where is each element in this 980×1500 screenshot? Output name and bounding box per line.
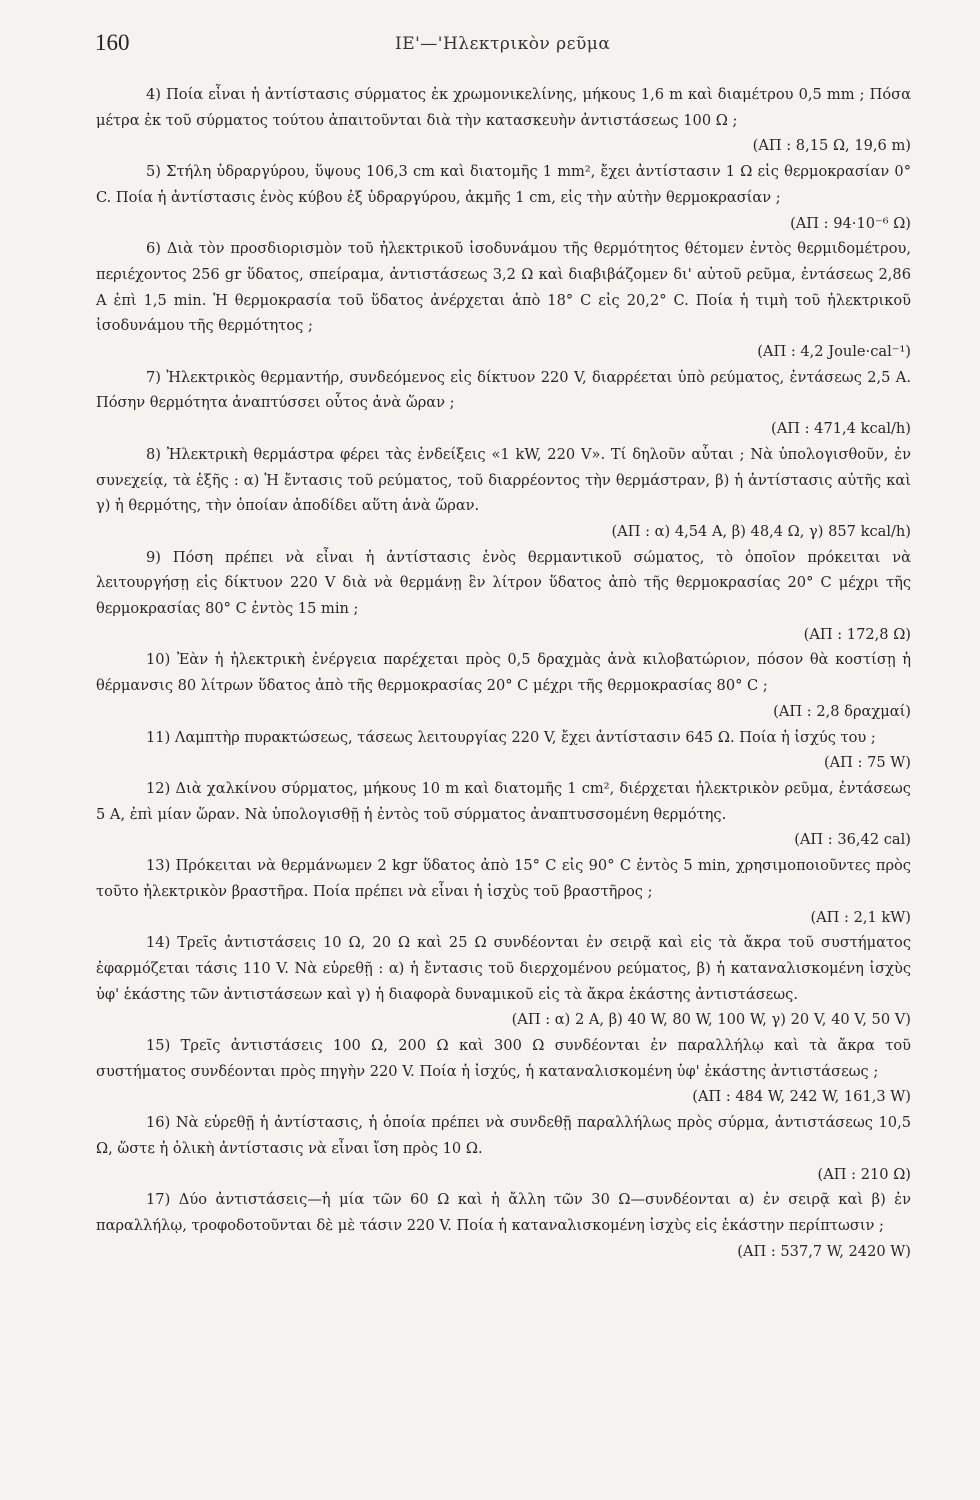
problem-17 xyxy=(96,1187,911,1264)
problem-5 xyxy=(96,159,911,236)
problem-text: 5) Στήλη ὑδραργύρου, ὕψους 106,3 cm καὶ διατομῆς 1 mm², ἔχει ἀντίστασιν 1 Ω εἰς θερμοκρασίαν 0° C. Ποία ἡ ἀντίστασις ἑνὸς κύβου ἐξ ὑδραργύρου, ἀκμῆς 1 cm, εἰς τὴν αὐτὴν θερμοκρασίαν ; xyxy=(96,163,911,206)
problem-answer: (ΑΠ : 94·10⁻⁶ Ω) xyxy=(790,214,911,232)
problem-answer: (ΑΠ : α) 2 A, β) 40 W, 80 W, 100 W, γ) 20 V, 40 V, 50 V) xyxy=(511,1011,911,1029)
problem-text: 8) Ἠλεκτρικὴ θερμάστρα φέρει τὰς ἐνδείξεις «1 kW, 220 V». Τί δηλοῦν αὗται ; Νὰ ὑπολογισθοῦν, ἐν συνεχείᾳ, τὰ ἑξῆς : α) Ἡ ἔντασις τοῦ ρεύματος, τοῦ διαρρέοντος τὴν θερμάστραν, β) ἡ ἀντίστασις αὐτῆς καὶ γ) ἡ θερμότης, τὴν ὁποίαν ἀποδίδει αὕτη ἀνὰ ὥραν. xyxy=(96,445,911,515)
problem-14 xyxy=(96,930,911,1033)
problem-answer: (ΑΠ : 4,2 Joule·cal⁻¹) xyxy=(757,343,911,361)
problem-list xyxy=(96,82,911,1264)
problem-answer: (ΑΠ : α) 4,54 A, β) 48,4 Ω, γ) 857 kcal/h) xyxy=(611,522,911,540)
problem-text: 6) Διὰ τὸν προσδιορισμὸν τοῦ ἠλεκτρικοῦ ἰσοδυνάμου τῆς θερμότητος θέτομεν ἐντὸς θερμιδομέτρου, περιέχοντος 256 gr ὕδατος, σπείραμα, ἀντιστάσεως 3,2 Ω καὶ διαβιβάζομεν δι' αὐτοῦ ρεῦμα, ἐντάσεως 2,86 A ἐπὶ 1,5 min. Ἡ θερμοκρασία τοῦ ὕδατος ἀνέρχεται ἀπὸ 18° C εἰς 20,2° C. Ποία ἡ τιμὴ τοῦ ἠλεκτρικοῦ ἰσοδυνάμου τῆς θερμότητος ; xyxy=(96,240,911,335)
problem-12 xyxy=(96,776,911,853)
problem-answer: (ΑΠ : 471,4 kcal/h) xyxy=(771,420,911,438)
problem-6 xyxy=(96,236,911,365)
problem-text: 7) Ἠλεκτρικὸς θερμαντήρ, συνδεόμενος εἰς δίκτυον 220 V, διαρρέεται ὑπὸ ρεύματος, ἐντάσεως 2,5 A. Πόσην θερμότητα ἀναπτύσσει οὗτος ἀνὰ ὥραν ; xyxy=(96,368,911,412)
problem-4 xyxy=(96,82,911,159)
problem-text: 9) Πόση πρέπει νὰ εἶναι ἡ ἀντίστασις ἑνὸς θερμαντικοῦ σώματος, τὸ ὁποῖον πρόκειται νὰ λειτουργήσῃ εἰς δίκτυον 220 V διὰ νὰ θερμάνῃ ἓν λίτρον ὕδατος ἀπὸ τῆς θερμοκρασίας 20° C μέχρι τῆς θερμοκρασίας 80° C ἐντὸς 15 min ; xyxy=(96,548,911,618)
problem-text: 13) Πρόκειται νὰ θερμάνωμεν 2 kgr ὕδατος ἀπὸ 15° C εἰς 90° C ἐντὸς 5 min, χρησιμοποιοῦντες πρὸς τοῦτο ἠλεκτρικὸν βραστῆρα. Ποία πρέπει νὰ εἶναι ἡ ἰσχὺς τοῦ βραστῆρος ; xyxy=(96,857,911,900)
problem-text: 10) Ἐὰν ἡ ἠλεκτρικὴ ἐνέργεια παρέχεται πρὸς 0,5 δραχμὰς ἀνὰ κιλοβατώριον, πόσον θὰ κοστίσῃ ἡ θέρμανσις 80 λίτρων ὕδατος ἀπὸ τῆς θερμοκρασίας 20° C μέχρι τῆς θερμοκρασίας 80° C ; xyxy=(96,651,911,695)
problem-8 xyxy=(96,442,911,545)
problem-11 xyxy=(96,725,911,776)
problem-text: 12) Διὰ χαλκίνου σύρματος, μήκους 10 m καὶ διατομῆς 1 cm², διέρχεται ἠλεκτρικὸν ρεῦμα, ἐντάσεως 5 A, ἐπὶ μίαν ὥραν. Νὰ ὑπολογισθῇ ἡ ἐντὸς τοῦ σύρματος ἀναπτυσσομένη θερμότης. xyxy=(96,779,911,823)
problem-answer: (ΑΠ : 8,15 Ω, 19,6 m) xyxy=(752,137,911,155)
problem-7 xyxy=(96,365,911,442)
problem-answer: (ΑΠ : 75 W) xyxy=(823,754,911,772)
problem-text: 16) Νὰ εὑρεθῇ ἡ ἀντίστασις, ἡ ὁποία πρέπει νὰ συνδεθῇ παραλλήλως πρὸς σύρμα, ἀντιστάσεως 10,5 Ω, ὥστε ἡ ὁλικὴ ἀντίστασις νὰ εἶναι ἴση πρὸς 10 Ω. xyxy=(96,1114,911,1157)
problem-answer: (ΑΠ : 172,8 Ω) xyxy=(803,625,911,643)
problem-15 xyxy=(96,1033,911,1110)
running-title: ΙΕ'—'Ηλεκτρικὸν ρεῦμα xyxy=(395,34,611,54)
problem-13 xyxy=(96,853,911,930)
problem-answer: (ΑΠ : 2,8 δραχμαί) xyxy=(773,702,911,720)
problem-16 xyxy=(96,1110,911,1187)
problem-text: 15) Τρεῖς ἀντιστάσεις 100 Ω, 200 Ω καὶ 300 Ω συνδέονται ἐν παραλλήλῳ καὶ τὰ ἄκρα τοῦ συστήματος συνδέονται πρὸς πηγὴν 220 V. Ποία ἡ ἰσχύς, ἡ καταναλισκομένη ὑφ' ἑκάστης ἀντιστάσεως ; xyxy=(96,1037,911,1080)
problem-9 xyxy=(96,545,911,648)
problem-answer: (ΑΠ : 484 W, 242 W, 161,3 W) xyxy=(692,1088,911,1106)
problem-text: 14) Τρεῖς ἀντιστάσεις 10 Ω, 20 Ω καὶ 25 Ω συνδέονται ἐν σειρᾷ καὶ εἰς τὰ ἄκρα τοῦ συστήματος ἐφαρμόζεται τάσις 110 V. Νὰ εὑρεθῇ : α) ἡ ἔντασις τοῦ διερχομένου ρεύματος, β) ἡ καταναλισκομένη ἰσχὺς ὑφ' ἑκάστης τῶν ἀντιστάσεων καὶ γ) ἡ διαφορὰ δυναμικοῦ εἰς τὰ ἄκρα ἑκάστης ἀντιστάσεως. xyxy=(96,934,911,1003)
problem-text: 11) Λαμπτὴρ πυρακτώσεως, τάσεως λειτουργίας 220 V, ἔχει ἀντίστασιν 645 Ω. Ποία ἡ ἰσχύς του ; xyxy=(146,728,876,746)
problem-answer: (ΑΠ : 2,1 kW) xyxy=(810,908,911,926)
problem-text: 4) Ποία εἶναι ἡ ἀντίστασις σύρματος ἐκ χρωμονικελίνης, μήκους 1,6 m καὶ διαμέτρου 0,5 mm ; Πόσα μέτρα ἐκ τοῦ σύρματος τούτου ἀπαιτοῦνται διὰ τὴν κατασκευὴν ἀντιστάσεως 100 Ω ; xyxy=(96,86,911,129)
problem-10 xyxy=(96,647,911,724)
problem-text: 17) Δύο ἀντιστάσεις—ἡ μία τῶν 60 Ω καὶ ἡ ἄλλη τῶν 30 Ω—συνδέονται α) ἐν σειρᾷ καὶ β) ἐν παραλλήλῳ, τροφοδοτοῦνται δὲ μὲ τάσιν 220 V. Ποία ἡ καταναλισκομένη ἰσχὺς εἰς ἑκάστην περίπτωσιν ; xyxy=(96,1191,911,1234)
page-number: 160 xyxy=(95,30,130,55)
problem-answer: (ΑΠ : 36,42 cal) xyxy=(794,831,911,849)
problem-answer: (ΑΠ : 210 Ω) xyxy=(817,1165,911,1183)
page-header xyxy=(95,28,910,64)
problem-answer: (ΑΠ : 537,7 W, 2420 W) xyxy=(737,1242,911,1260)
